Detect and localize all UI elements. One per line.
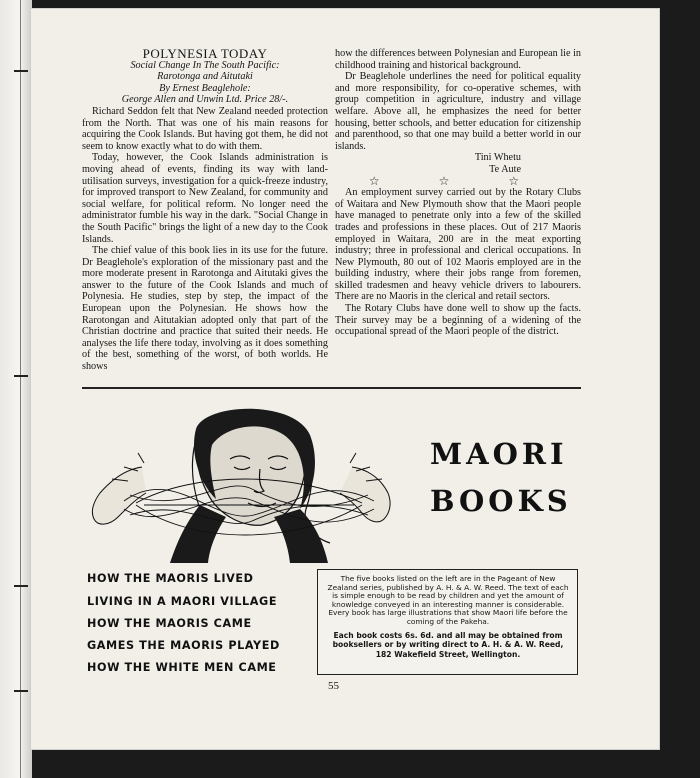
- paragraph-continuation: how the differences between Polynesian and European lie in childhood training and historical background.: [335, 48, 581, 71]
- book-title: HOW THE WHITE MEN CAME: [87, 661, 277, 674]
- paragraph: Richard Seddon felt that New Zealand needed protection from the North. That was one of his main reasons for acquiring the Cook Islands. But having got them, he did not seem to know exactly what to do with them.: [82, 105, 328, 152]
- paragraph: Today, however, the Cook Islands administration is moving ahead of events, finding its way with land-utilisation surveys, investigation for a quick-freeze industry, for improved transport to New Zealand, for community and social welfare, for political reform. No longer need the administrator fumble his way in the dark. "Social Change in the South Pacific" brings the light of a new day to the Cook Islands.: [82, 152, 328, 245]
- paragraph: Dr Beaglehole underlines the need for political equality and more responsibility, for co-operative schemes, with group competition in agriculture, industry and village welfare. Above all, he emphasizes the need for better housing, better schools, and better education for citizenship and parenthood, so that one may build a better world in our islands.: [335, 71, 581, 152]
- binding-mark: [14, 585, 28, 587]
- article-publisher: George Allen and Unwin Ltd. Price 28/-.: [121, 94, 289, 106]
- binding-mark: [14, 70, 28, 72]
- ad-headline-maori: MAORI: [430, 437, 568, 471]
- binding-edge: [20, 0, 21, 778]
- section-rule: [82, 387, 581, 389]
- article-author: By Ernest Beaglehole:: [159, 82, 251, 94]
- article-subtitle-2: Rarotonga and Aitutaki: [157, 71, 253, 83]
- ad-price-and-order-info: Each book costs 6s. 6d. and all may be obtained from booksellers or by writing direct to A. H. & A. W. Reed, 182 Wakefield Street, Wellington.: [332, 630, 564, 659]
- reviewer-name: Tini Whetu: [474, 152, 521, 164]
- page-number: 55: [328, 680, 339, 692]
- left-column: [82, 48, 328, 373]
- paragraph: The chief value of this book lies in its use for the future. Dr Beaglehole's exploration of the missionary past and the more moderate present in Rarotonga and Aitutaki gives the answer to the future of the Cook Islands and much of Polynesia. He studies, step by step, the impact of the European upon the Polynesian. He shows how the Rarotongan and Aitutakian adopted only that part of the Christian doctrine and practice that suited their needs. He analyses the life there today, involving as it does something of the best, something of the worst, of both worlds. He shows: [82, 245, 328, 373]
- book-binding: [0, 0, 32, 778]
- section-divider-stars: ☆ ☆ ☆: [368, 173, 548, 188]
- string-game-illustration: [84, 405, 394, 565]
- paragraph: The Rotary Clubs have done well to show up the facts. Their survey may be a beginning of a widening of the occupational spread of the Maori people of the district.: [335, 303, 581, 338]
- ad-description: The five books listed on the left are in the Pageant of New Zealand series, published by A. H. & A. W. Reed. The text of each is simple enough to be read by children and yet the amount of knowledge conveyed in an interesting manner is considerable. Every book has large illustrations that show Maori life before the coming of the Pakeha.: [327, 574, 569, 626]
- ad-info-box: [317, 569, 578, 675]
- paragraph: An employment survey carried out by the Rotary Clubs of Waitara and New Plymouth show that the Maori people have managed to penetrate only into a few of the skilled trades and professions in these places. Out of 217 Maoris employed in Waitara, 200 are in the meat exporting industry; three in professional and clerical occupations. In New Plymouth, 80 out of 102 Maoris employed are in the building industry, where their jobs range from foremen, skilled tradesmen and heavy vehicle drivers to labourers. There are no Maoris in the clerical and retail sectors.: [335, 187, 581, 303]
- binding-mark: [14, 690, 28, 692]
- book-title: GAMES THE MAORIS PLAYED: [87, 639, 280, 652]
- book-title: HOW THE MAORIS LIVED: [87, 572, 254, 585]
- book-title: LIVING IN A MAORI VILLAGE: [87, 595, 278, 608]
- book-title: HOW THE MAORIS CAME: [87, 617, 252, 630]
- ad-headline-books: BOOKS: [430, 484, 572, 518]
- binding-mark: [14, 375, 28, 377]
- reviewer-place: Te Aute: [489, 163, 521, 175]
- article-subtitle: Social Change In The South Pacific:: [130, 59, 280, 71]
- right-column: [335, 48, 581, 338]
- article-title: POLYNESIA TODAY: [142, 46, 268, 61]
